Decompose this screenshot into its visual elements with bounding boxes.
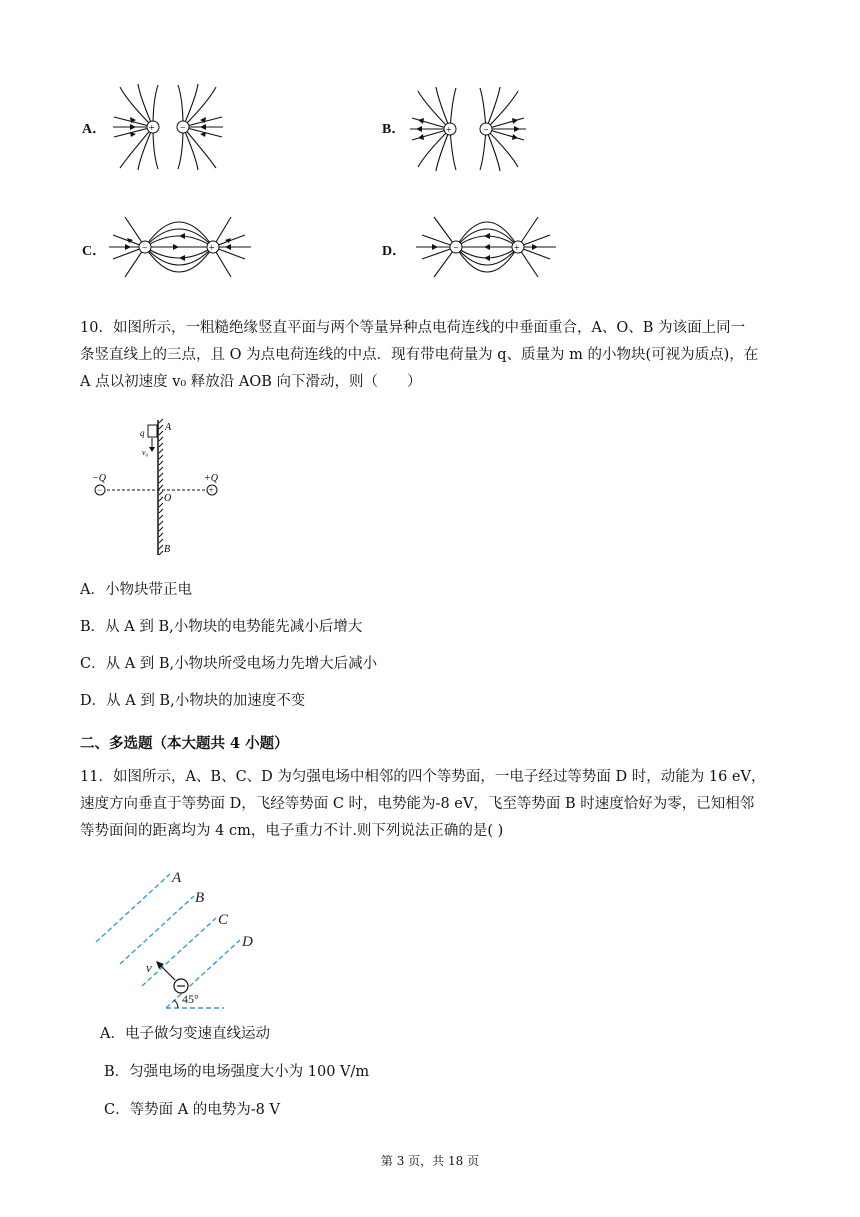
q10-option-c: C．从 A 到 B,小物块所受电场力先增大后减小	[80, 656, 378, 672]
svg-text:+: +	[149, 123, 155, 134]
q10-option-a: A．小物块带正电	[80, 582, 192, 598]
svg-text:−: −	[180, 123, 186, 134]
option-b-diagram	[408, 85, 528, 173]
q11-figure	[90, 862, 280, 1012]
svg-text:+: +	[208, 485, 214, 495]
svg-text:−: −	[483, 125, 489, 136]
svg-text:−: −	[142, 243, 148, 254]
q11-option-c: C．等势面 A 的电势为-8 V	[104, 1102, 280, 1118]
q10-label-o: O	[164, 493, 172, 504]
q10-label-b: B	[164, 544, 171, 555]
option-c-diagram	[105, 205, 255, 290]
q10-label-q: q	[140, 428, 145, 438]
q10-text-line1: 10．如图所示，一粗糙绝缘竖直平面与两个等量异种点电荷连线的中垂面重合，A、O、B 为该面上同一	[80, 320, 746, 336]
option-a-diagram	[108, 82, 228, 172]
q11-option-b: B．匀强电场的电场强度大小为 100 V/m	[104, 1064, 370, 1080]
q10-label-v0: v₀	[142, 448, 149, 457]
option-d-label: D．	[382, 244, 407, 259]
q11-text-line3: 等势面间的距离均为 4 cm，电子重力不计.则下列说法正确的是( )	[80, 823, 504, 839]
q11-angle-label: 45°	[182, 992, 199, 1006]
q10-option-d: D．从 A 到 B,小物块的加速度不变	[80, 693, 306, 709]
q11-label-a: A	[172, 870, 182, 886]
section-heading: 二、多选题（本大题共 4 小题）	[80, 735, 289, 752]
q10-option-b: B．从 A 到 B,小物块的电势能先减小后增大	[80, 619, 363, 635]
page-footer: 第 3 页，共 18 页	[380, 1154, 480, 1168]
q10-label-a: A	[165, 422, 172, 433]
option-b-label: B．	[382, 122, 406, 137]
q11-label-d: D	[242, 934, 253, 950]
q10-text-line2: 条竖直线上的三点，且 O 为点电荷连线的中点．现有带电荷量为 q、质量为 m 的小物块(可视为质点)，在	[80, 347, 759, 363]
svg-text:−: −	[453, 243, 459, 254]
q11-text-line2: 速度方向垂直于等势面 D，飞经等势面 C 时，电势能为-8 eV，飞至等势面 B 时速度恰好为零，已知相邻	[80, 796, 755, 812]
q11-label-c: C	[218, 912, 229, 928]
svg-text:+: +	[446, 125, 452, 136]
option-d-diagram	[410, 205, 560, 290]
q11-option-a: A．电子做匀变速直线运动	[100, 1026, 270, 1042]
q10-label-plus-q: +Q	[204, 473, 218, 484]
option-a-label: A．	[82, 122, 107, 137]
option-c-label: C．	[82, 244, 107, 259]
svg-text:−: −	[97, 485, 103, 495]
q10-figure	[88, 415, 238, 560]
q11-text-line1: 11．如图所示，A、B、C、D 为匀强电场中相邻的四个等势面，一电子经过等势面 D 时，动能为 16 eV，	[80, 769, 766, 785]
svg-text:+: +	[209, 243, 215, 254]
svg-text:+: +	[514, 243, 520, 254]
q10-text-line3: A 点以初速度 v₀ 释放沿 AOB 向下滑动，则（ ）	[80, 374, 422, 390]
q11-label-v: v	[146, 960, 152, 975]
q10-label-minus-q: −Q	[92, 473, 106, 484]
q11-label-b: B	[195, 890, 205, 906]
